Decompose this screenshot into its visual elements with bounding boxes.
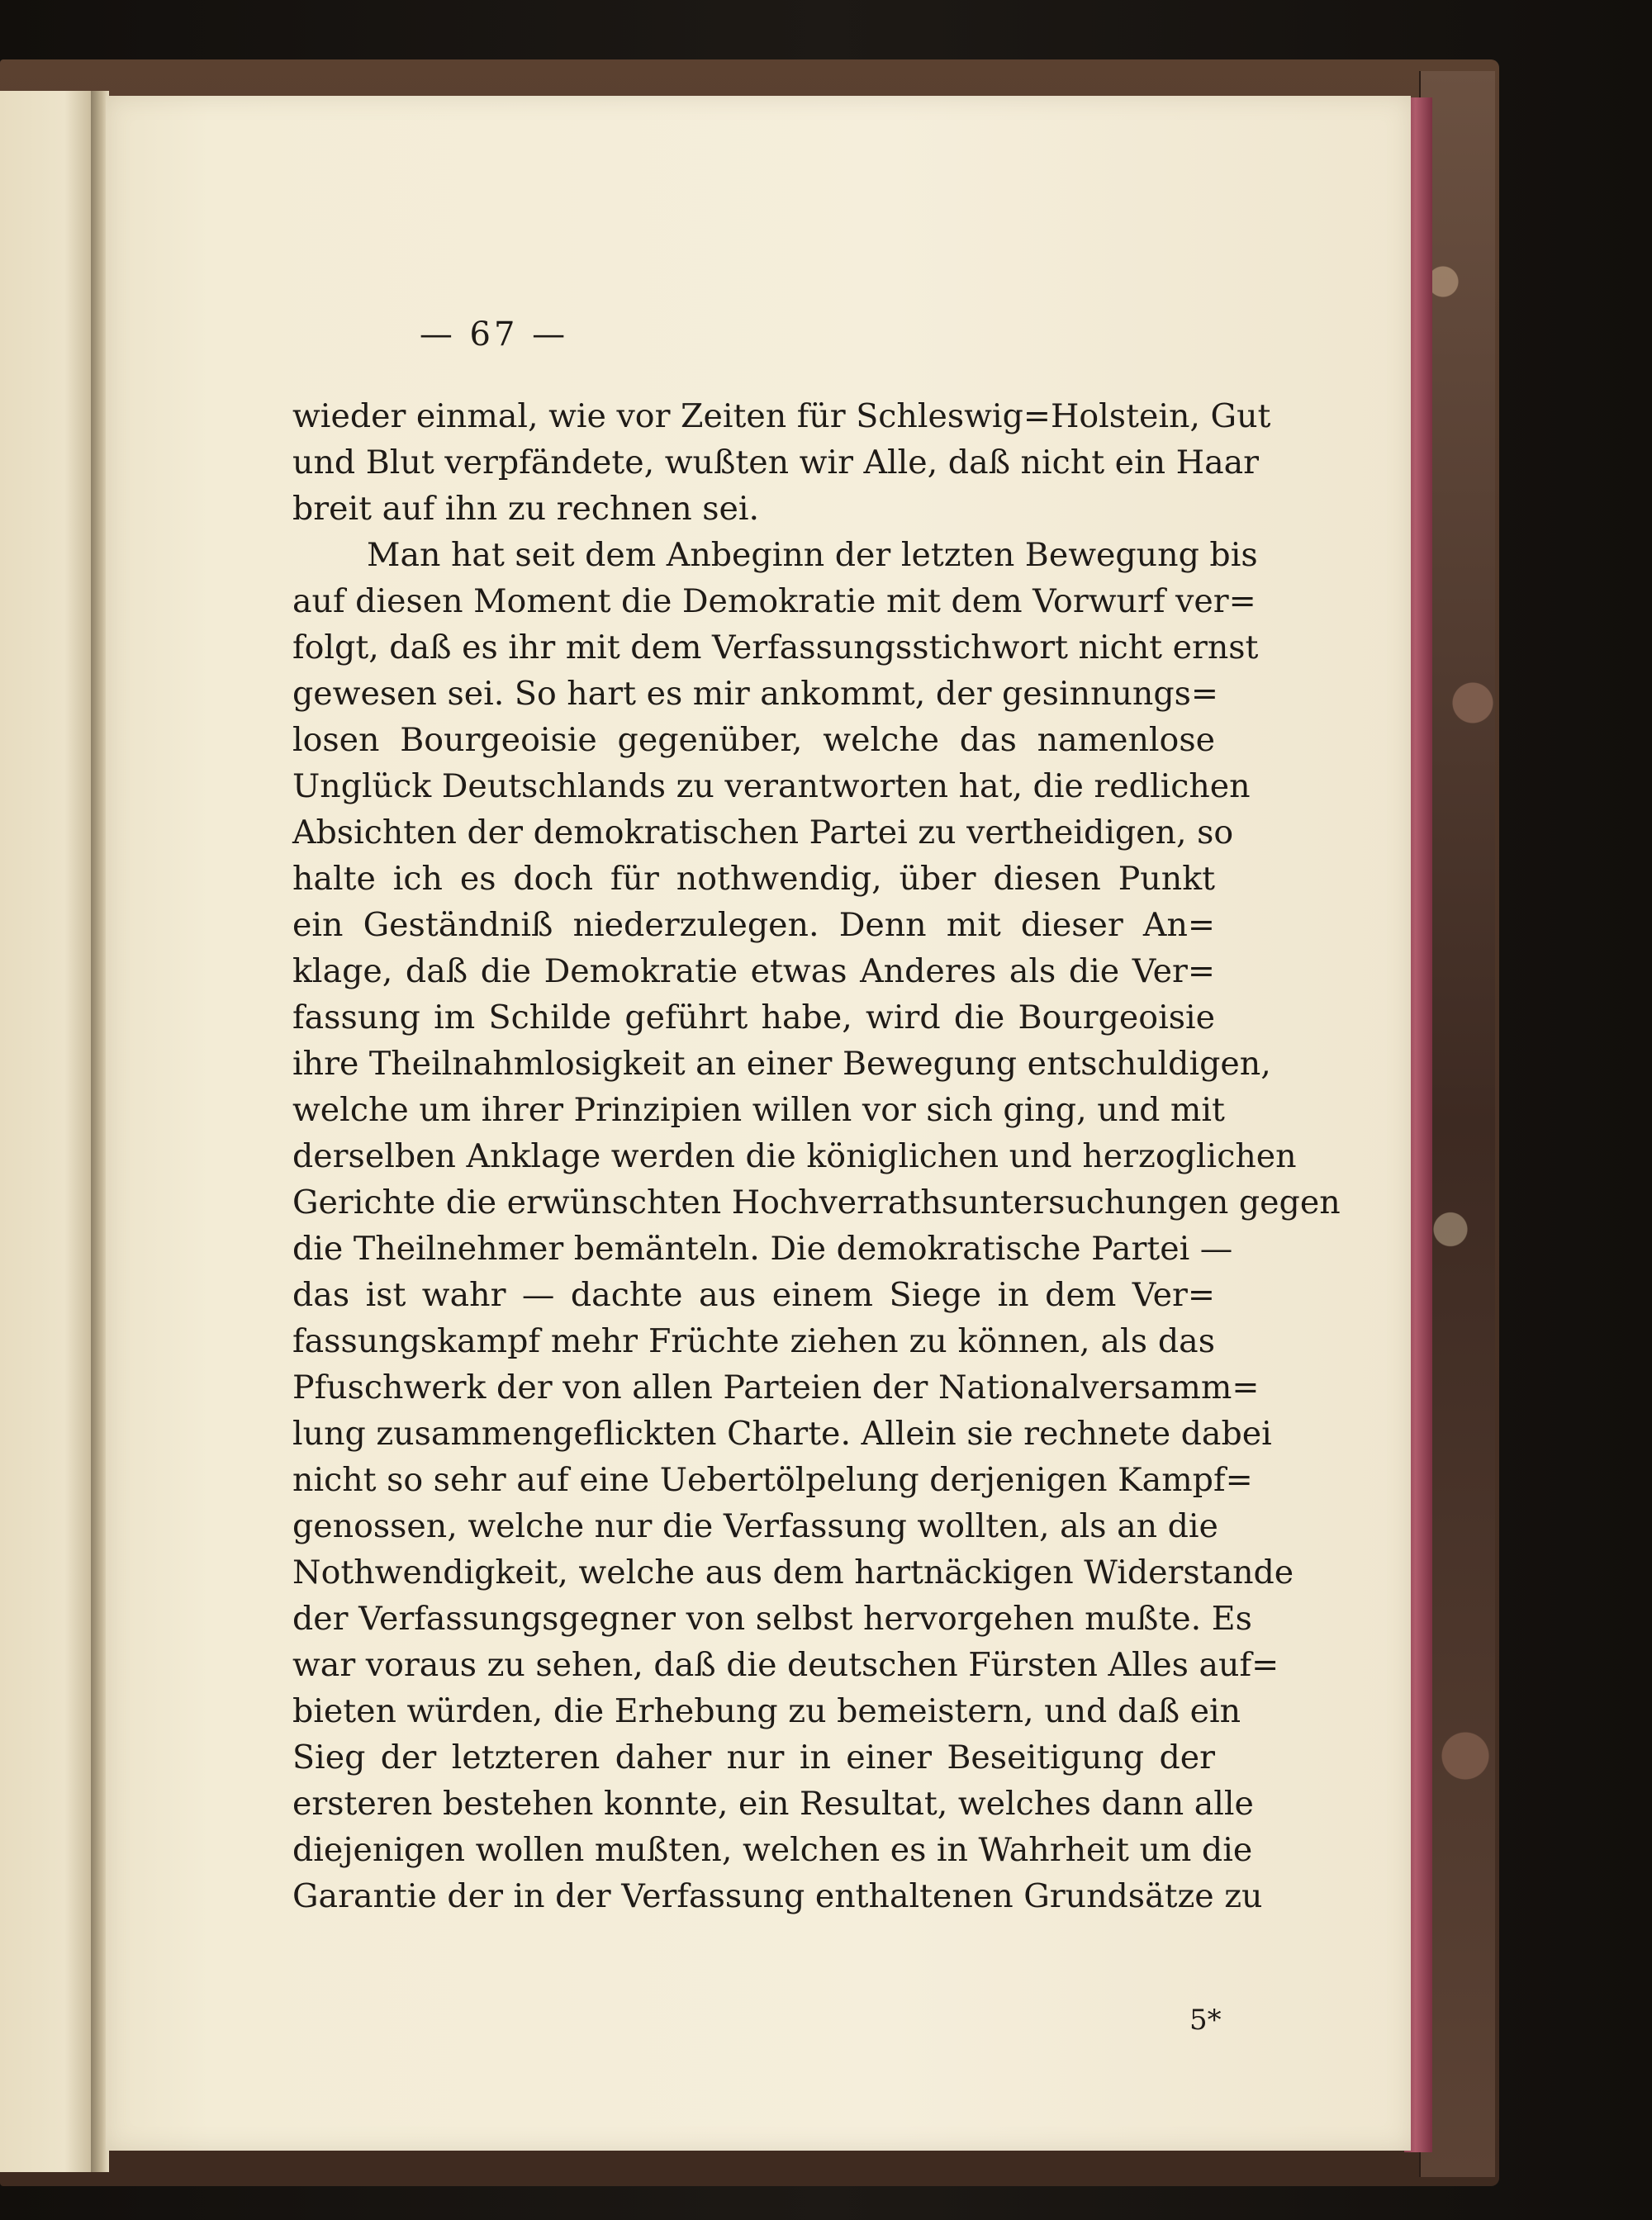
text-line: die Theilnehmer bemänteln. Die demokratische Partei —	[292, 1230, 1233, 1268]
text-line: gewesen sei. So hart es mir ankommt, der gesinnungs=	[292, 675, 1218, 713]
text-line: bieten würden, die Erhebung zu bemeistern, und daß ein	[292, 1692, 1241, 1730]
text-line: Absichten der demokratischen Partei zu vertheidigen, so	[292, 814, 1234, 851]
text-line: Nothwendigkeit, welche aus dem hartnäckigen Widerstande	[292, 1554, 1294, 1591]
book-page	[106, 96, 1411, 2151]
text-line: fassung im Schilde geführt habe, wird die Bourgeoisie	[292, 999, 1215, 1036]
text-line: war voraus zu sehen, daß die deutschen Fürsten Alles auf=	[292, 1646, 1279, 1684]
page-number: — 67 —	[419, 315, 569, 353]
text-line: nicht so sehr auf eine Uebertölpelung derjenigen Kampf=	[292, 1461, 1253, 1499]
text-line: halte ich es doch für nothwendig, über diesen Punkt	[292, 860, 1215, 898]
text-line: lung zusammengeflickten Charte. Allein sie rechnete dabei	[292, 1415, 1272, 1453]
text-line: klage, daß die Demokratie etwas Anderes als die Ver=	[292, 952, 1215, 990]
text-line: losen Bourgeoisie gegenüber, welche das namenlose	[292, 721, 1215, 759]
text-line: Unglück Deutschlands zu verantworten hat, die redlichen	[292, 767, 1251, 805]
text-line: Pfuschwerk der von allen Parteien der Nationalversamm=	[292, 1369, 1260, 1406]
previous-page-edge	[0, 91, 94, 2172]
text-line: fassungskampf mehr Früchte ziehen zu können, als das	[292, 1322, 1215, 1360]
text-line: Man hat seit dem Anbeginn der letzten Bewegung bis	[367, 536, 1258, 574]
text-line: ersteren bestehen konnte, ein Resultat, welches dann alle	[292, 1785, 1254, 1823]
text-line: genossen, welche nur die Verfassung wollten, als an die	[292, 1507, 1218, 1545]
text-line: auf diesen Moment die Demokratie mit dem Vorwurf ver=	[292, 582, 1256, 620]
text-line: folgt, daß es ihr mit dem Verfassungsstichwort nicht ernst	[292, 629, 1259, 666]
text-line: welche um ihrer Prinzipien willen vor sich ging, und mit	[292, 1091, 1225, 1129]
text-line: derselben Anklage werden die königlichen und herzoglichen	[292, 1137, 1297, 1175]
text-line: breit auf ihn zu rechnen sei.	[292, 490, 760, 528]
body-text	[292, 393, 1341, 1919]
text-line: diejenigen wollen mußten, welchen es in Wahrheit um die	[292, 1831, 1253, 1869]
text-line: und Blut verpfändete, wußten wir Alle, daß nicht ein Haar	[292, 444, 1260, 481]
text-line: der Verfassungsgegner von selbst hervorgehen mußte. Es	[292, 1600, 1252, 1638]
text-line: Sieg der letzteren daher nur in einer Beseitigung der	[292, 1739, 1215, 1776]
signature-mark: 5*	[1189, 2004, 1222, 2037]
text-line: das ist wahr — dachte aus einem Siege in dem Ver=	[292, 1276, 1215, 1314]
text-line: ihre Theilnahmlosigkeit an einer Bewegung entschuldigen,	[292, 1045, 1271, 1083]
text-line: ein Geständniß niederzulegen. Denn mit dieser An=	[292, 906, 1215, 944]
text-line: Garantie der in der Verfassung enthaltenen Grundsätze zu	[292, 1877, 1263, 1915]
text-line: wieder einmal, wie vor Zeiten für Schleswig=Holstein, Gut	[292, 397, 1271, 435]
text-line: Gerichte die erwünschten Hochverrathsuntersuchungen gegen	[292, 1184, 1341, 1221]
